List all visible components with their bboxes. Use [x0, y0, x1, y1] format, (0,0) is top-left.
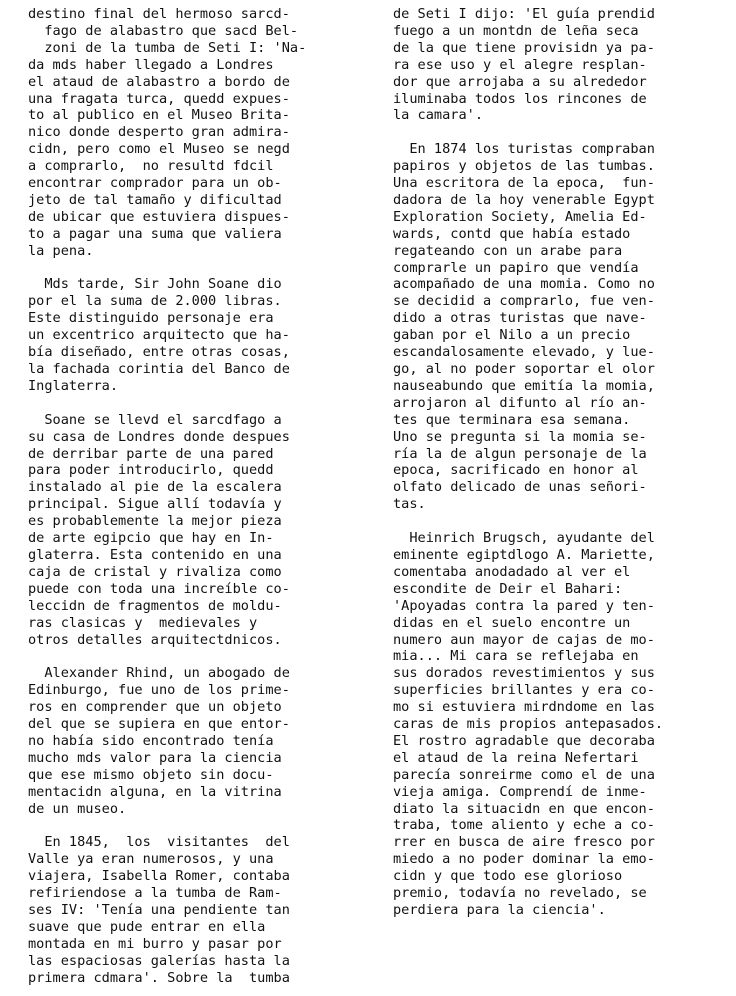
text-line: tes que terminara esa semana. [393, 411, 631, 428]
text-line: de ubicar que estuviera dispues- [28, 208, 290, 225]
text-line: se decidid a comprarlo, fue ven- [393, 293, 655, 310]
text-line: es probablemente la mejor pieza [28, 513, 282, 530]
text-line: encontrar comprador para un ob- [28, 175, 282, 192]
text-line: su casa de Londres donde despues [28, 428, 290, 445]
text-line: la camara'. [393, 107, 484, 124]
paragraph [393, 530, 719, 919]
text-line: El rostro agradable que decoraba [393, 732, 655, 749]
text-line: jeto de tal tamaño y dificultad [28, 191, 282, 208]
text-line: el ataud de la reina Nefertari [393, 749, 639, 766]
text-line: ros en comprender que un objeto [28, 699, 282, 716]
paragraph [393, 141, 719, 513]
text-line: dadora de la hoy venerable Egypt [393, 191, 655, 208]
text-line: destino final del hermoso sarcd- [28, 6, 290, 22]
text-line: Heinrich Brugsch, ayudante del [393, 530, 655, 547]
text-line: glaterra. Esta contenido en una [28, 546, 282, 563]
text-line: diato la situacidn en que encon- [393, 800, 655, 817]
text-line: iluminaba todos los rincones de [393, 90, 647, 107]
text-line: Uno se pregunta si la momia se- [393, 428, 647, 445]
text-line: En 1874 los turistas compraban [393, 141, 655, 158]
text-line: gaban por el Nilo a un precio [393, 327, 631, 344]
text-line: eminente egiptdlogo A. Mariette, [393, 546, 655, 563]
text-line: parecía sonreirme como el de una [393, 766, 655, 783]
text-line: ras clasicas y medievales y [28, 614, 258, 631]
text-line: Este distinguido personaje era [28, 310, 274, 327]
text-line: Soane se llevd el sarcdfago a [28, 411, 282, 428]
paragraph-gap [393, 513, 719, 530]
text-line: refiriendose a la tumba de Ram- [28, 885, 282, 902]
text-line: traba, tome aliento y eche a co- [393, 817, 655, 834]
paragraph [28, 412, 352, 649]
text-line: comprarle un papiro que vendía [393, 259, 639, 276]
text-line: un excentrico arquitecto que ha- [28, 327, 290, 344]
text-line: caja de cristal y rivaliza como [28, 563, 282, 580]
text-line: mia... Mi cara se reflejaba en [393, 648, 639, 665]
text-line: suave que pude entrar en ella [28, 918, 266, 935]
text-line: leccidn de fragmentos de moldu- [28, 597, 282, 614]
text-line: olfato delicado de unas señori- [393, 479, 647, 496]
text-line: ra ese uso y el alegre resplan- [393, 56, 647, 73]
text-line: Exploration Society, Amelia Ed- [393, 208, 647, 225]
text-line: primera cdmara'. Sobre la tumba [28, 969, 290, 986]
text-line: puede con toda una increíble co- [28, 580, 290, 597]
text-line: la fachada corintia del Banco de [28, 361, 290, 378]
left-text-column [28, 6, 352, 987]
text-line: no había sido encontrado tenía [28, 732, 274, 749]
paragraph [28, 834, 352, 986]
text-line: de la que tiene provisidn ya pa- [393, 39, 655, 56]
text-line: Valle ya eran numerosos, y una [28, 851, 274, 868]
text-line: Edinburgo, fue uno de los prime- [28, 682, 290, 699]
text-line: go, al no poder soportar el olor [393, 361, 655, 378]
paragraph-gap [28, 260, 352, 277]
text-line: to a pagar una suma que valiera [28, 225, 282, 242]
text-line: a comprarlo, no resultd fdcil [28, 158, 274, 175]
paragraph-gap [28, 648, 352, 665]
text-line: tas. [393, 496, 426, 513]
right-text-column [393, 6, 719, 919]
text-line: En 1845, los visitantes del [28, 834, 290, 851]
text-line: premio, todavía no revelado, se [393, 885, 647, 902]
text-line: nauseabundo que emitía la momia, [393, 377, 655, 394]
text-line: de arte egipcio que hay en In- [28, 530, 274, 547]
text-line: escondite de Deir el Bahari: [393, 580, 623, 597]
paragraph-gap [28, 395, 352, 412]
text-line: Una escritora de la epoca, fun- [393, 175, 655, 192]
text-line: vieja amiga. Comprendí de inme- [393, 783, 647, 800]
text-line: ses IV: 'Tenía una pendiente tan [28, 901, 290, 918]
text-line: dor que arrojaba a su alrededor [393, 73, 647, 90]
text-line: caras de mis propios antepasados. [393, 716, 664, 733]
text-line: cidn y que todo ese glorioso [393, 868, 623, 885]
text-line: Inglaterra. [28, 377, 119, 394]
text-line: Alexander Rhind, un abogado de [28, 665, 290, 682]
text-line: comentaba anodadado al ver el [393, 563, 631, 580]
text-line: miedo a no poder dominar la emo- [393, 851, 655, 868]
text-line: fuego a un montdn de leña seca [393, 22, 639, 39]
text-line: el ataud de alabastro a bordo de [28, 73, 290, 90]
text-line: arrojaron al difunto al río an- [393, 394, 647, 411]
text-line: que ese mismo objeto sin docu- [28, 766, 274, 783]
text-line: papiros y objetos de las tumbas. [393, 158, 655, 175]
text-line: zoni de la tumba de Seti I: 'Na- [28, 39, 307, 56]
text-line: mucho mds valor para la ciencia [28, 749, 282, 766]
text-line: del que se supiera en que entor- [28, 716, 290, 733]
text-line: ría la de algun personaje de la [393, 445, 647, 462]
text-line: otros detalles arquitectdnicos. [28, 631, 282, 648]
paragraph [28, 276, 352, 394]
text-line: para poder introducirlo, quedd [28, 462, 274, 479]
text-line: viajera, Isabella Romer, contaba [28, 868, 290, 885]
text-line: fago de alabastro que sacd Bel- [28, 22, 299, 39]
text-line: cidn, pero como el Museo se negd [28, 141, 290, 158]
paragraph-gap [393, 124, 719, 141]
text-line: instalado al pie de la escalera [28, 479, 282, 496]
text-line: escandalosamente elevado, y lue- [393, 344, 655, 361]
text-line: una fragata turca, quedd expues- [28, 90, 290, 107]
text-line: dido a otras turistas que nave- [393, 310, 647, 327]
paragraph-gap [28, 817, 352, 834]
paragraph [28, 665, 352, 817]
text-line: principal. Sigue allí todavía y [28, 496, 282, 513]
text-line: to al publico en el Museo Brita- [28, 107, 290, 124]
text-line: de Seti I dijo: 'El guía prendid [393, 6, 655, 22]
text-line: superficies brillantes y era co- [393, 682, 655, 699]
text-line: montada en mi burro y pasar por [28, 935, 282, 952]
text-line: bía diseñado, entre otras cosas, [28, 344, 290, 361]
text-line: las espaciosas galerías hasta la [28, 952, 290, 969]
text-line: rrer en busca de aire fresco por [393, 834, 655, 851]
text-line: regateando con un arabe para [393, 242, 623, 259]
text-line: numero aun mayor de cajas de mo- [393, 631, 655, 648]
text-line: didas en el suelo encontre un [393, 614, 631, 631]
text-line: acompañado de una momia. Como no [393, 276, 655, 293]
text-line: por el la suma de 2.000 libras. [28, 293, 282, 310]
text-line: da mds haber llegado a Londres [28, 56, 274, 73]
text-line: sus dorados revestimientos y sus [393, 665, 655, 682]
text-line: 'Apoyadas contra la pared y ten- [393, 597, 655, 614]
text-line: mo si estuviera mirdndome en las [393, 699, 655, 716]
text-line: la pena. [28, 242, 94, 259]
text-line: de un museo. [28, 800, 127, 817]
text-line: wards, contd que había estado [393, 225, 631, 242]
paragraph [393, 6, 719, 124]
text-line: Mds tarde, Sir John Soane dio [28, 276, 282, 293]
text-line: nico donde desperto gran admira- [28, 124, 290, 141]
paragraph [28, 6, 352, 260]
text-line: mentacidn alguna, en la vitrina [28, 783, 282, 800]
text-line: perdiera para la ciencia'. [393, 902, 606, 918]
text-line: de derribar parte de una pared [28, 445, 274, 462]
text-line: epoca, sacrificado en honor al [393, 462, 639, 479]
